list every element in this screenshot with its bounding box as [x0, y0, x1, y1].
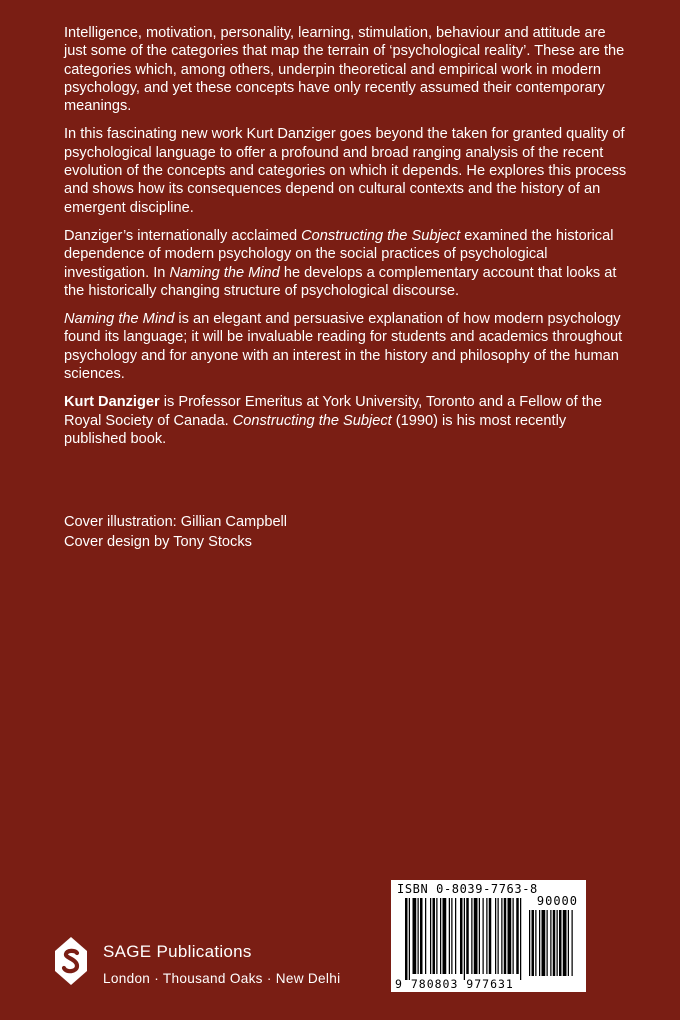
blurb-paragraph-3	[64, 227, 630, 300]
publisher-block	[52, 932, 382, 992]
barcode-bar	[498, 898, 499, 974]
addon-bar	[572, 910, 573, 976]
book-title-italic: Naming the Mind	[169, 264, 280, 281]
barcode-bar	[420, 898, 423, 974]
blurb-paragraph-2: In this fascinating new work Kurt Danziger goes beyond the taken for granted quality of psychological language to offer a profound and broad ranging analysis of the recent evolution of the concepts and categories on which it depends. He explores this process and shows how its consequences depend on cultural contexts and the history of an emergent discipline.	[64, 126, 627, 216]
back-cover-blurb	[64, 24, 630, 458]
isbn-barcode	[391, 880, 586, 992]
blurb-paragraph-4	[64, 310, 630, 383]
barcode-bar	[516, 898, 519, 974]
author-bio	[64, 393, 630, 448]
barcode-bar	[508, 898, 512, 974]
barcode-bar	[474, 898, 478, 974]
barcode-bar	[430, 898, 431, 974]
blurb-text: is Professor Emeritus at York University, Toronto and a Fellow of the Royal Society of Canada.	[64, 394, 603, 429]
blurb-text: Danziger’s internationally acclaimed	[64, 227, 302, 244]
blurb-text: he develops a complementary account that looks at the historically changing structure of psychological discourse.	[64, 264, 617, 299]
book-title-italic: Constructing the Subject	[232, 412, 392, 429]
illustration-credit: Cover illustration: Gillian Campbell	[64, 514, 288, 530]
addon-bar	[547, 910, 548, 976]
addon-bar	[559, 910, 562, 976]
barcode-bar	[433, 898, 436, 974]
addon-bar	[557, 910, 558, 976]
isbn-number: ISBN 0-8039-7763-8	[397, 882, 538, 896]
price-addon-number: 90000	[536, 894, 578, 908]
blurb-text: (1990) is his most recently published book.	[64, 412, 567, 447]
barcode-bar	[418, 898, 419, 974]
barcode-bar	[486, 898, 487, 974]
barcode-bar	[479, 898, 480, 974]
blurb-text: examined the historical dependence of modern psychology on the social practices of psychological investigation. In	[64, 227, 614, 281]
addon-bar	[532, 910, 535, 976]
ean-number: 9 780803 977631	[395, 977, 514, 991]
barcode-bar	[425, 898, 426, 974]
barcode-bar	[460, 898, 463, 974]
publisher-cities: London · Thousand Oaks · New Delhi	[103, 971, 341, 986]
addon-bar	[550, 910, 551, 976]
barcode-bar	[464, 898, 465, 980]
barcode-bar	[436, 898, 437, 974]
addon-bar	[568, 910, 569, 976]
barcode-bar	[409, 898, 410, 980]
barcode-bar	[405, 898, 408, 980]
barcode-bar	[466, 898, 469, 974]
barcode-bar	[449, 898, 450, 974]
publisher-name: SAGE Publications	[103, 942, 252, 961]
barcode-bar	[495, 898, 496, 974]
addon-bar	[542, 910, 546, 976]
barcode-bar	[451, 898, 452, 974]
barcode-bar	[455, 898, 456, 974]
barcode-bar	[504, 898, 507, 974]
barcode-bar	[520, 898, 521, 980]
design-credit: Cover design by Tony Stocks	[64, 534, 252, 550]
barcode-bar	[501, 898, 502, 974]
addon-bar	[539, 910, 540, 976]
addon-bar	[535, 910, 536, 976]
author-name: Kurt Danziger	[64, 394, 160, 411]
barcode-bar	[471, 898, 472, 974]
barcode-bar	[513, 898, 514, 974]
blurb-paragraph-1: Intelligence, motivation, personality, learning, stimulation, behaviour and attitude are just some of the categories that map the terrain of ‘psychological reality’. These are the categories which, among others, underpin theoretical and empirical work in modern psychology, and yet these concepts have only recently assumed their contemporary meanings.	[64, 25, 625, 115]
addon-bar	[553, 910, 556, 976]
book-title-italic: Naming the Mind	[64, 311, 175, 328]
addon-bar	[529, 910, 530, 976]
barcode-bar	[443, 898, 447, 974]
book-title-italic: Constructing the Subject	[301, 227, 461, 244]
cover-credits	[64, 512, 464, 552]
barcode-bar	[489, 898, 492, 974]
sage-s-logo-icon	[52, 936, 90, 986]
barcode-bars	[391, 880, 586, 992]
barcode-bar	[413, 898, 417, 974]
addon-bar	[563, 910, 567, 976]
barcode-bar	[440, 898, 441, 974]
barcode-bar	[483, 898, 484, 974]
blurb-text: is an elegant and persuasive explanation of how modern psychology found its language; it will be invaluable reading for students and academics throughout psychology and for anyone with an interest in the history and philosophy of the human sciences.	[64, 311, 623, 383]
